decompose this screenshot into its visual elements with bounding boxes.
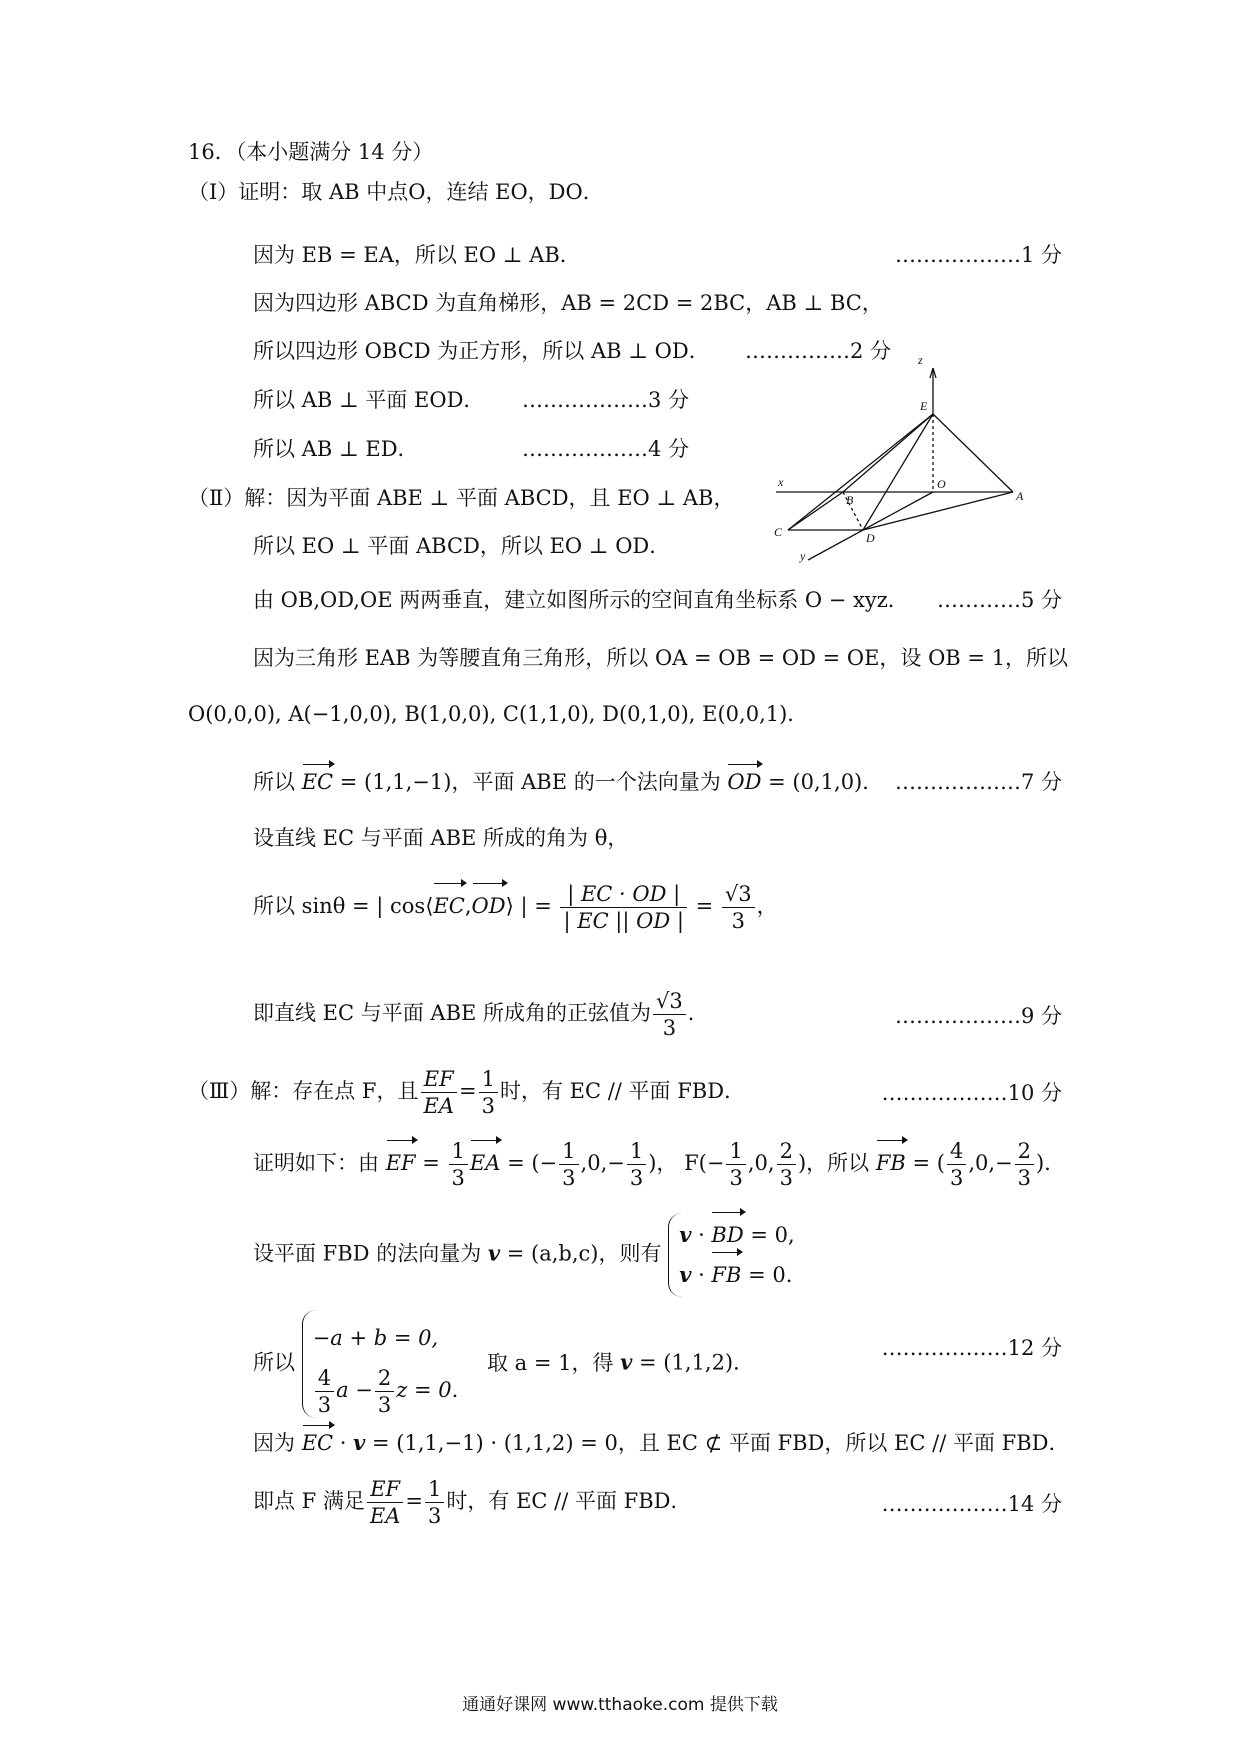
fraction-numerator: 1	[449, 1140, 468, 1165]
part3-line1-score: ………………10 分	[881, 1081, 1062, 1105]
text: a −	[336, 1378, 373, 1402]
part1-line4-score: ………………3 分	[522, 388, 690, 412]
text: 设平面 FBD 的法向量为	[253, 1241, 488, 1266]
fraction-numerator: EF	[367, 1478, 404, 1503]
normal-vector-v: v	[679, 1262, 692, 1287]
edge-eb	[843, 414, 933, 492]
footer-download-note: 通通好课网 www.tthaoke.com 提供下载	[462, 1695, 778, 1715]
sine-end: ，	[756, 894, 778, 919]
system-row	[313, 1364, 459, 1416]
sine-comma: ,	[464, 894, 472, 919]
label-o: O	[937, 477, 946, 491]
label-b: B	[846, 493, 854, 507]
part2-intro: （Ⅱ）解：因为平面 ABE ⊥ 平面 ABCD，且 EO ⊥ AB，	[188, 486, 735, 510]
fraction-numerator: √3	[653, 990, 686, 1015]
part2-line2: 由 OB,OD,OE 两两垂直，建立如图所示的空间直角坐标系 O − xyz．	[253, 588, 909, 612]
sine-conclusion: 即直线 EC 与平面 ABE 所成角的正弦值为	[253, 1001, 652, 1026]
part1-line3-score: ……………2 分	[745, 339, 892, 363]
label-a: A	[1016, 489, 1024, 503]
text: ,0,−	[580, 1151, 625, 1176]
y-axis	[808, 492, 933, 560]
vector-ec: EC	[433, 886, 464, 926]
fraction	[777, 1140, 796, 1189]
fraction-numerator: 2	[1015, 1140, 1034, 1165]
vector-ec: EC	[302, 1428, 333, 1458]
part3-intro-end: 时，有 EC // 平面 FBD．	[499, 1079, 746, 1104]
fraction-numerator: 4	[315, 1367, 334, 1392]
equation-system	[302, 1310, 459, 1418]
fraction	[375, 1367, 394, 1416]
part3-line3	[253, 1213, 795, 1297]
fraction-numerator: 1	[559, 1140, 578, 1165]
part1-line1-score: ………………1 分	[894, 243, 1062, 267]
sine-mid: ⟩ | =	[505, 894, 552, 919]
text: 时，有 EC // 平面 FBD．	[446, 1489, 692, 1514]
ef-ea-fraction	[367, 1478, 404, 1527]
system-row	[679, 1255, 795, 1295]
edge-da	[863, 492, 1013, 530]
vector-fb: FB	[711, 1255, 741, 1295]
vector-od: OD	[472, 886, 506, 926]
cos-numerator: | EC · OD |	[560, 883, 686, 908]
fraction-denominator: 3	[731, 909, 745, 934]
root3-over-3-fraction	[653, 990, 686, 1039]
part2-line5-c: = (0,1,0)．	[761, 770, 884, 794]
text: = (1,1,2)．	[632, 1350, 755, 1375]
text: )， F(−	[648, 1151, 725, 1176]
fraction-denominator: 3	[481, 1094, 495, 1119]
fraction	[726, 1140, 745, 1189]
part1-line4: 所以 AB ⊥ 平面 EOD．	[253, 388, 485, 412]
part1-intro: （Ⅰ）证明：取 AB 中点O，连结 EO，DO．	[188, 180, 604, 204]
fraction-numerator: 2	[777, 1140, 796, 1165]
edge-ec	[788, 414, 933, 530]
part2-line5-b: = (1,1,−1)，平面 ABE 的一个法向量为	[333, 770, 728, 794]
normal-vector-v: v	[487, 1240, 501, 1266]
vector-ec: EC	[302, 767, 333, 797]
text: z = 0.	[396, 1378, 459, 1402]
part3-line5	[253, 1428, 1069, 1458]
vector-ea: EA	[470, 1143, 501, 1183]
part2-line5	[253, 767, 883, 797]
normal-vector-v: v	[620, 1349, 633, 1375]
normal-vector-v: v	[353, 1430, 366, 1455]
part1-line5-score: ………………4 分	[522, 437, 690, 461]
fraction-denominator: 3	[317, 1393, 332, 1417]
fraction-numerator: 1	[627, 1140, 646, 1165]
part1-line5: 所以 AB ⊥ ED．	[253, 437, 419, 461]
part3-line6	[253, 1478, 692, 1527]
fraction	[559, 1140, 578, 1189]
text: 证明如下：由	[253, 1151, 386, 1176]
fraction-denominator: 3	[779, 1166, 793, 1191]
edge-ed	[863, 414, 933, 530]
equals: =	[459, 1079, 477, 1104]
part2-line8	[253, 990, 709, 1039]
text: = (1,1,−1) · (1,1,2) = 0，且 EC ⊄ 平面 FBD，所以 EC // 平面 FBD．	[365, 1431, 1070, 1455]
fraction-denominator: 3	[377, 1393, 392, 1417]
fraction-numerator: 2	[375, 1367, 394, 1392]
text: = 0,	[743, 1223, 795, 1247]
root3-over-3-fraction	[722, 883, 755, 932]
fraction-denominator: 3	[662, 1016, 677, 1041]
fraction-numerator: 1	[726, 1140, 745, 1165]
text: = (	[905, 1151, 945, 1176]
one-third-fraction	[425, 1478, 444, 1527]
cos-denominator: | EC || OD |	[563, 909, 684, 934]
fraction-denominator: 3	[562, 1166, 576, 1191]
system-row: −a + b = 0,	[312, 1326, 439, 1350]
sine-conclusion-end: ．	[687, 1001, 709, 1026]
part2-line6: 设直线 EC 与平面 ABE 所成的角为 θ，	[253, 826, 629, 850]
part1-line2: 因为四边形 ABCD 为直角梯形，AB = 2CD = 2BC，AB ⊥ BC，	[253, 291, 883, 315]
fraction	[315, 1367, 334, 1416]
part1-line3: 所以四边形 OBCD 为正方形，所以 AB ⊥ OD．	[253, 339, 710, 363]
fraction	[449, 1140, 468, 1189]
dot: ·	[691, 1263, 712, 1287]
fraction-numerator: 1	[479, 1068, 498, 1093]
part2-line5-a: 所以	[253, 770, 302, 794]
part2-line8-score: ………………9 分	[894, 1004, 1062, 1028]
one-third-fraction	[479, 1068, 498, 1117]
part3-line4	[253, 1310, 754, 1418]
fraction-denominator: EA	[369, 1504, 401, 1529]
label-y: y	[800, 549, 806, 563]
label-x: x	[778, 475, 784, 489]
part2-line1: 所以 EO ⊥ 平面 ABCD，所以 EO ⊥ OD．	[253, 534, 671, 558]
part2-line3: 因为三角形 EAB 为等腰直角三角形，所以 OA = OB = OD = OE，设 OB = 1，所以	[253, 646, 1069, 670]
fraction	[1015, 1140, 1034, 1189]
fraction-denominator: 3	[629, 1166, 644, 1191]
part2-sine-formula	[253, 883, 778, 932]
part2-line5-score: ………………7 分	[894, 770, 1062, 794]
fraction-denominator: EA	[423, 1094, 454, 1119]
fraction-numerator: EF	[421, 1068, 458, 1093]
vector-od: OD	[727, 767, 761, 797]
problem-header: 16．（本小题满分 14 分）	[188, 140, 434, 164]
label-c: C	[774, 525, 783, 539]
part2-coordinates: O(0,0,0), A(−1,0,0), B(1,0,0), C(1,1,0), D(0,1,0), E(0,0,1)．	[188, 702, 809, 726]
ef-ea-fraction	[421, 1068, 458, 1117]
edge-cb	[788, 492, 843, 530]
fraction-denominator: 3	[1017, 1166, 1032, 1191]
part2-line2-score: …………5 分	[936, 588, 1062, 612]
equals: =	[405, 1489, 424, 1514]
fraction-denominator: 3	[451, 1166, 465, 1191]
equation-system	[668, 1213, 795, 1297]
part3-line1	[188, 1068, 745, 1117]
label-d: D	[866, 531, 875, 545]
text: ,0,	[747, 1151, 775, 1176]
text: 因为	[253, 1431, 302, 1455]
fraction	[627, 1140, 646, 1189]
part1-line1: 因为 EB = EA，所以 EO ⊥ AB．	[253, 243, 581, 267]
label-z: z	[918, 353, 923, 367]
fraction-numerator: 1	[425, 1478, 444, 1503]
part3-line2	[253, 1140, 1065, 1189]
fraction-denominator: 3	[428, 1504, 442, 1529]
part3-line4-score: ………………12 分	[881, 1336, 1062, 1360]
fraction-numerator: √3	[722, 883, 755, 908]
vector-bd: BD	[711, 1215, 743, 1255]
sine-prefix: 所以 sinθ = | cos⟨	[253, 894, 434, 919]
text: = (a,b,c)，则有	[500, 1241, 662, 1266]
sine-equals: =	[695, 894, 714, 919]
fraction-denominator: 3	[729, 1166, 743, 1191]
part3-intro: （Ⅲ）解：存在点 F，且	[188, 1079, 419, 1104]
cos-fraction	[560, 883, 686, 932]
text: = 0.	[741, 1263, 793, 1287]
dot: ·	[333, 1431, 354, 1455]
dot: ·	[691, 1223, 712, 1247]
label-e: E	[920, 399, 928, 413]
pyramid-diagram	[748, 352, 1040, 574]
text: = (−	[500, 1151, 558, 1176]
text: ,0,−	[968, 1151, 1013, 1176]
text: )，所以	[797, 1151, 876, 1176]
text: 取 a = 1，得	[486, 1350, 621, 1375]
text: 即点 F 满足	[253, 1489, 365, 1514]
vector-ef: EF	[386, 1143, 416, 1183]
equals: =	[415, 1151, 447, 1176]
fraction-denominator: 3	[949, 1166, 964, 1191]
vector-fb: FB	[876, 1143, 906, 1183]
text: 所以	[253, 1350, 295, 1375]
part3-line6-score: ………………14 分	[881, 1492, 1062, 1516]
fraction	[947, 1140, 966, 1189]
text: )．	[1036, 1151, 1066, 1176]
fraction-numerator: 4	[947, 1140, 966, 1165]
normal-vector-v: v	[679, 1222, 692, 1247]
